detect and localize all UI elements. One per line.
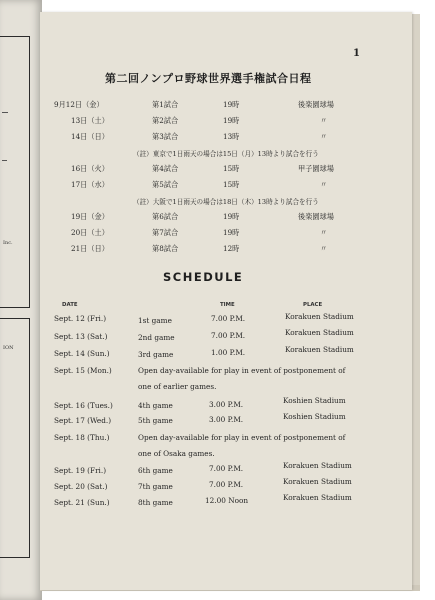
en-date: Sept. 13 (Sat.) [54,332,108,341]
left-page-frame [0,36,30,308]
jp-place: 〃 [320,244,328,253]
en-time: 7.00 P.M. [209,480,244,489]
jp-time: 19時 [223,228,240,237]
en-place: Korakuen Stadium [285,312,354,321]
en-game: 1st game [138,316,172,325]
en-date: Sept. 16 (Tues.) [54,401,113,410]
jp-note: （註）大阪で1日雨天の場合は18日（木）13時より試合を行う [133,198,319,206]
jp-game: 第7試合 [152,228,179,237]
en-game: 3rd game [138,350,174,359]
en-time: 7.00 P.M. [209,464,244,473]
en-date: Sept. 17 (Wed.) [54,416,112,425]
en-time: 7.00 P.M. [211,331,246,340]
jp-time: 13時 [223,132,240,141]
left-page-mark [2,160,7,161]
en-date: Sept. 21 (Sun.) [54,498,110,507]
column-header-time: TIME [220,302,235,308]
en-game: 5th game [138,416,173,425]
jp-place: 〃 [320,228,328,237]
en-description: Open day-available for play in event of postponement of [138,366,346,375]
en-game: 4th game [138,401,173,410]
jp-note: （註）東京で1日雨天の場合は15日（月）13時より試合を行う [133,150,319,158]
en-game: 2nd game [138,333,175,342]
jp-date: 21日（日） [71,244,109,253]
jp-place: 〃 [320,180,328,189]
en-time: 12.00 Noon [205,496,249,505]
column-header-date: DATE [62,302,78,308]
en-date: Sept. 19 (Fri.) [54,466,107,475]
column-header-place: PLACE [303,302,323,308]
jp-game: 第6試合 [152,212,179,221]
en-place: Korakuen Stadium [285,328,354,337]
jp-time: 15時 [223,164,240,173]
en-place: Korakuen Stadium [285,345,354,354]
en-date: Sept. 18 (Thu.) [54,433,110,442]
jp-time: 19時 [223,100,240,109]
en-game: 6th game [138,466,173,475]
page-title-jp: 第二回ノンプロ野球世界選手権試合日程 [105,72,312,85]
jp-time: 19時 [223,116,240,125]
jp-place: 〃 [320,116,328,125]
en-place: Korakuen Stadium [283,461,352,470]
en-description-cont: one of Osaka games. [138,449,215,458]
schedule-title: SCHEDULE [163,270,244,284]
en-time: 1.00 P.M. [211,348,246,357]
jp-game: 第2試合 [152,116,179,125]
jp-game: 第4試合 [152,164,179,173]
jp-date: 20日（土） [71,228,109,237]
en-description-cont: one of earlier games. [138,382,217,391]
en-time: 3.00 P.M. [209,415,244,424]
jp-date: 19日（金） [71,212,109,221]
jp-game: 第5試合 [152,180,179,189]
en-place: Koshien Stadium [283,396,346,405]
left-page-frame-lower [0,318,30,558]
en-time: 3.00 P.M. [209,400,244,409]
en-description: Open day-available for play in event of postponement of [138,433,346,442]
jp-game: 第1試合 [152,100,179,109]
left-page-mark [2,112,8,113]
en-date: Sept. 20 (Sat.) [54,482,108,491]
jp-time: 12時 [223,244,240,253]
en-game: 7th game [138,482,173,491]
jp-date: 14日（日） [71,132,109,141]
en-date: Sept. 12 (Fri.) [54,314,107,323]
jp-game: 第3試合 [152,132,179,141]
jp-date: 9月12日（金） [54,100,104,109]
jp-date: 13日（土） [71,116,109,125]
jp-place: 後楽園球場 [298,212,334,221]
left-page-text: Inc. [3,240,13,246]
page-number: 1 [353,48,360,59]
en-place: Koshien Stadium [283,412,346,421]
jp-place: 〃 [320,132,328,141]
left-page-text: ION [3,345,14,351]
jp-place: 後楽園球場 [298,100,334,109]
jp-time: 15時 [223,180,240,189]
en-place: Korakuen Stadium [283,477,352,486]
jp-time: 19時 [223,212,240,221]
en-place: Korakuen Stadium [283,493,352,502]
en-game: 8th game [138,498,173,507]
en-date: Sept. 15 (Mon.) [54,366,112,375]
en-time: 7.00 P.M. [211,314,246,323]
en-date: Sept. 14 (Sun.) [54,349,110,358]
jp-date: 16日（火） [71,164,109,173]
jp-game: 第8試合 [152,244,179,253]
jp-date: 17日（水） [71,180,109,189]
jp-place: 甲子園球場 [298,164,334,173]
left-page-edge [0,0,42,600]
